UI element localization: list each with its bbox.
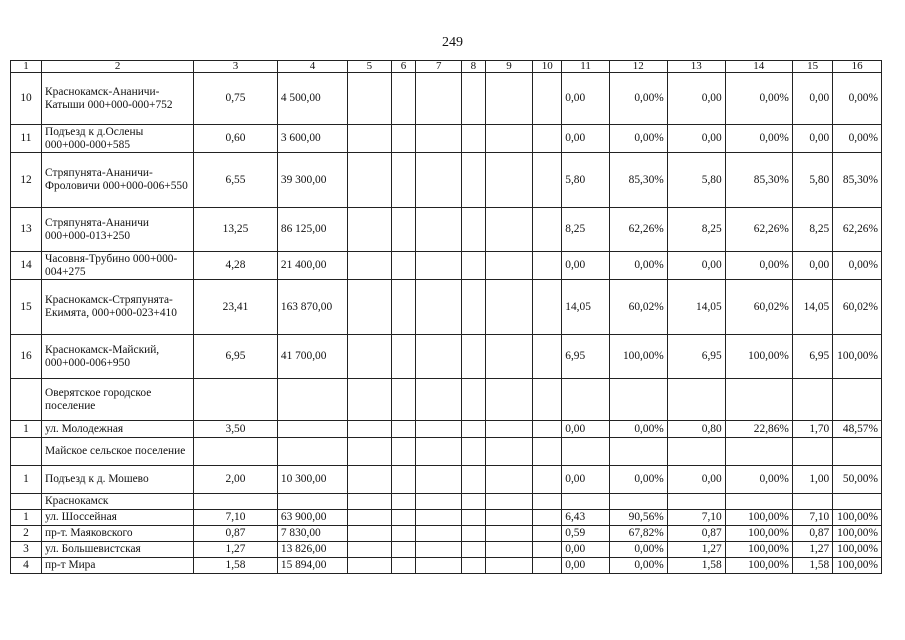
value-cell: 0,00 — [562, 466, 610, 494]
value-cell — [485, 542, 533, 558]
road-name-cell: Краснокамск — [42, 494, 194, 510]
column-header: 2 — [42, 61, 194, 73]
value-cell: 21 400,00 — [277, 252, 347, 280]
value-cell: 100,00% — [725, 558, 792, 574]
value-cell — [461, 280, 485, 335]
road-name-cell: Краснокамск-Майский, 000+000-006+950 — [42, 335, 194, 379]
table-row — [11, 153, 882, 208]
value-cell — [348, 558, 391, 574]
value-cell — [416, 252, 462, 280]
column-header: 14 — [725, 61, 792, 73]
value-cell — [391, 542, 416, 558]
column-header: 13 — [667, 61, 725, 73]
value-cell: 6,95 — [194, 335, 278, 379]
value-cell — [348, 510, 391, 526]
value-cell — [391, 421, 416, 438]
table-row — [11, 438, 882, 466]
value-cell: 6,43 — [562, 510, 610, 526]
value-cell: 14,05 — [792, 280, 832, 335]
value-cell: 1,27 — [194, 542, 278, 558]
value-cell — [461, 153, 485, 208]
value-cell — [194, 438, 278, 466]
table-row — [11, 542, 882, 558]
value-cell: 10 300,00 — [277, 466, 347, 494]
value-cell: 100,00% — [609, 335, 667, 379]
value-cell: 0,00 — [792, 125, 832, 153]
value-cell — [792, 438, 832, 466]
value-cell: 86 125,00 — [277, 208, 347, 252]
value-cell — [485, 558, 533, 574]
value-cell: 13,25 — [194, 208, 278, 252]
value-cell: 0,87 — [792, 526, 832, 542]
road-name-cell: Краснокамск-Стряпунята-Екимята, 000+000-023+410 — [42, 280, 194, 335]
road-name-cell: Стряпунята-Ананичи-Фроловичи 000+000-006+550 — [42, 153, 194, 208]
road-name-cell: ул. Большевистская — [42, 542, 194, 558]
value-cell: 6,95 — [562, 335, 610, 379]
road-name-cell: пр-т Мира — [42, 558, 194, 574]
column-header: 9 — [485, 61, 533, 73]
value-cell — [562, 438, 610, 466]
value-cell: 0,00 — [667, 125, 725, 153]
value-cell: 5,80 — [667, 153, 725, 208]
value-cell: 14,05 — [667, 280, 725, 335]
value-cell — [485, 73, 533, 125]
value-cell — [194, 379, 278, 421]
value-cell — [725, 379, 792, 421]
value-cell — [416, 558, 462, 574]
value-cell — [609, 438, 667, 466]
value-cell — [792, 494, 832, 510]
value-cell — [391, 208, 416, 252]
value-cell — [792, 379, 832, 421]
value-cell: 0,00% — [725, 466, 792, 494]
column-header: 3 — [194, 61, 278, 73]
value-cell: 0,00% — [725, 252, 792, 280]
value-cell: 85,30% — [609, 153, 667, 208]
row-number-cell — [11, 438, 42, 466]
value-cell — [416, 421, 462, 438]
value-cell: 1,00 — [792, 466, 832, 494]
value-cell: 0,00% — [609, 558, 667, 574]
value-cell — [461, 438, 485, 466]
value-cell: 67,82% — [609, 526, 667, 542]
value-cell: 60,02% — [725, 280, 792, 335]
value-cell — [667, 379, 725, 421]
value-cell: 90,56% — [609, 510, 667, 526]
value-cell: 0,00 — [562, 421, 610, 438]
value-cell — [391, 153, 416, 208]
value-cell: 0,00% — [609, 73, 667, 125]
value-cell: 0,00% — [609, 252, 667, 280]
value-cell — [485, 335, 533, 379]
value-cell — [461, 421, 485, 438]
table-row — [11, 526, 882, 542]
value-cell: 0,80 — [667, 421, 725, 438]
value-cell — [391, 125, 416, 153]
table-row — [11, 125, 882, 153]
value-cell — [461, 379, 485, 421]
table-row — [11, 280, 882, 335]
value-cell: 62,26% — [609, 208, 667, 252]
value-cell — [416, 466, 462, 494]
value-cell — [485, 526, 533, 542]
value-cell — [533, 379, 562, 421]
value-cell — [833, 379, 882, 421]
road-name-cell: ул. Шоссейная — [42, 510, 194, 526]
value-cell: 4,28 — [194, 252, 278, 280]
row-number-cell — [11, 494, 42, 510]
row-number-cell: 10 — [11, 73, 42, 125]
value-cell — [391, 335, 416, 379]
value-cell — [416, 280, 462, 335]
value-cell — [461, 335, 485, 379]
value-cell — [416, 542, 462, 558]
value-cell: 13 826,00 — [277, 542, 347, 558]
value-cell: 63 900,00 — [277, 510, 347, 526]
column-header: 6 — [391, 61, 416, 73]
value-cell: 100,00% — [725, 526, 792, 542]
value-cell: 1,70 — [792, 421, 832, 438]
table-row — [11, 494, 882, 510]
column-header: 5 — [348, 61, 391, 73]
value-cell: 100,00% — [833, 542, 882, 558]
table-row — [11, 558, 882, 574]
value-cell — [348, 252, 391, 280]
value-cell: 7,10 — [194, 510, 278, 526]
value-cell: 3 600,00 — [277, 125, 347, 153]
value-cell: 0,00 — [667, 73, 725, 125]
value-cell — [391, 494, 416, 510]
value-cell: 0,00% — [833, 252, 882, 280]
value-cell: 0,00% — [725, 125, 792, 153]
road-name-cell: Краснокамск-Ананичи-Катыши 000+000-000+752 — [42, 73, 194, 125]
value-cell — [461, 208, 485, 252]
row-number-cell: 1 — [11, 421, 42, 438]
column-header: 1 — [11, 61, 42, 73]
value-cell — [833, 494, 882, 510]
row-number-cell: 14 — [11, 252, 42, 280]
value-cell: 7,10 — [667, 510, 725, 526]
value-cell — [348, 208, 391, 252]
value-cell: 0,87 — [194, 526, 278, 542]
value-cell: 3,50 — [194, 421, 278, 438]
value-cell: 14,05 — [562, 280, 610, 335]
value-cell — [461, 558, 485, 574]
value-cell: 39 300,00 — [277, 153, 347, 208]
value-cell — [562, 494, 610, 510]
value-cell: 8,25 — [792, 208, 832, 252]
value-cell — [391, 466, 416, 494]
column-header: 4 — [277, 61, 347, 73]
column-header: 8 — [461, 61, 485, 73]
value-cell: 0,00 — [562, 558, 610, 574]
value-cell — [348, 542, 391, 558]
table-row — [11, 208, 882, 252]
value-cell — [391, 379, 416, 421]
value-cell — [485, 438, 533, 466]
value-cell: 0,00 — [667, 252, 725, 280]
road-name-cell: Часовня-Трубино 000+000-004+275 — [42, 252, 194, 280]
value-cell: 50,00% — [833, 466, 882, 494]
value-cell — [533, 526, 562, 542]
value-cell — [533, 73, 562, 125]
value-cell: 0,00 — [792, 73, 832, 125]
value-cell: 4 500,00 — [277, 73, 347, 125]
road-name-cell: ул. Молодежная — [42, 421, 194, 438]
value-cell — [391, 558, 416, 574]
value-cell — [391, 510, 416, 526]
value-cell: 62,26% — [833, 208, 882, 252]
value-cell: 0,59 — [562, 526, 610, 542]
value-cell: 15 894,00 — [277, 558, 347, 574]
table-row — [11, 421, 882, 438]
value-cell: 100,00% — [725, 542, 792, 558]
value-cell: 100,00% — [833, 335, 882, 379]
value-cell: 0,00 — [667, 466, 725, 494]
value-cell: 2,00 — [194, 466, 278, 494]
row-number-cell: 16 — [11, 335, 42, 379]
value-cell: 8,25 — [667, 208, 725, 252]
value-cell: 0,00 — [562, 542, 610, 558]
value-cell: 85,30% — [725, 153, 792, 208]
value-cell — [533, 280, 562, 335]
value-cell — [416, 73, 462, 125]
value-cell — [533, 542, 562, 558]
road-name-cell: Стряпунята-Ананичи 000+000-013+250 — [42, 208, 194, 252]
value-cell — [485, 379, 533, 421]
value-cell — [416, 494, 462, 510]
value-cell: 0,00 — [792, 252, 832, 280]
road-name-cell: Майское сельское поселение — [42, 438, 194, 466]
value-cell — [416, 379, 462, 421]
value-cell — [485, 466, 533, 494]
value-cell: 41 700,00 — [277, 335, 347, 379]
value-cell — [533, 153, 562, 208]
value-cell — [461, 73, 485, 125]
value-cell: 0,00 — [562, 73, 610, 125]
column-header: 16 — [833, 61, 882, 73]
row-number-cell: 4 — [11, 558, 42, 574]
value-cell — [348, 526, 391, 542]
value-cell: 85,30% — [833, 153, 882, 208]
value-cell — [391, 73, 416, 125]
value-cell — [461, 125, 485, 153]
value-cell: 7,10 — [792, 510, 832, 526]
value-cell — [485, 252, 533, 280]
value-cell — [348, 421, 391, 438]
table-row — [11, 466, 882, 494]
value-cell: 5,80 — [562, 153, 610, 208]
value-cell — [609, 494, 667, 510]
value-cell — [391, 280, 416, 335]
column-header: 11 — [562, 61, 610, 73]
value-cell — [609, 379, 667, 421]
row-number-cell: 12 — [11, 153, 42, 208]
value-cell: 0,00% — [833, 125, 882, 153]
value-cell — [533, 125, 562, 153]
row-number-cell: 2 — [11, 526, 42, 542]
value-cell — [533, 494, 562, 510]
value-cell — [416, 510, 462, 526]
value-cell — [485, 510, 533, 526]
value-cell: 6,55 — [194, 153, 278, 208]
value-cell — [391, 526, 416, 542]
value-cell — [348, 125, 391, 153]
table-row — [11, 73, 882, 125]
value-cell — [533, 252, 562, 280]
value-cell: 1,58 — [792, 558, 832, 574]
value-cell — [485, 153, 533, 208]
data-table — [10, 60, 882, 574]
value-cell — [348, 335, 391, 379]
page-number: 249 — [442, 35, 463, 50]
table-row — [11, 335, 882, 379]
row-number-cell: 15 — [11, 280, 42, 335]
value-cell: 100,00% — [833, 558, 882, 574]
value-cell — [416, 526, 462, 542]
value-cell — [461, 510, 485, 526]
road-name-cell: Подъезд к д. Мошево — [42, 466, 194, 494]
value-cell: 6,95 — [792, 335, 832, 379]
value-cell: 48,57% — [833, 421, 882, 438]
value-cell — [461, 252, 485, 280]
column-header: 7 — [416, 61, 462, 73]
value-cell — [391, 438, 416, 466]
value-cell: 6,95 — [667, 335, 725, 379]
value-cell — [461, 466, 485, 494]
column-header: 10 — [533, 61, 562, 73]
column-header: 12 — [609, 61, 667, 73]
value-cell — [348, 73, 391, 125]
row-number-cell: 1 — [11, 466, 42, 494]
row-number-cell: 13 — [11, 208, 42, 252]
value-cell — [461, 542, 485, 558]
row-number-cell: 11 — [11, 125, 42, 153]
value-cell: 22,86% — [725, 421, 792, 438]
value-cell: 163 870,00 — [277, 280, 347, 335]
value-cell — [533, 208, 562, 252]
value-cell: 100,00% — [833, 526, 882, 542]
value-cell — [533, 558, 562, 574]
value-cell — [348, 494, 391, 510]
value-cell — [833, 438, 882, 466]
value-cell — [562, 379, 610, 421]
value-cell: 62,26% — [725, 208, 792, 252]
value-cell: 0,00 — [562, 125, 610, 153]
value-cell — [348, 438, 391, 466]
value-cell — [277, 379, 347, 421]
table-header-row — [11, 61, 882, 73]
road-name-cell: пр-т. Маяковского — [42, 526, 194, 542]
road-name-cell: Оверятское городское поселение — [42, 379, 194, 421]
value-cell: 0,00% — [725, 73, 792, 125]
value-cell — [485, 208, 533, 252]
value-cell: 0,75 — [194, 73, 278, 125]
value-cell — [461, 494, 485, 510]
value-cell: 1,27 — [667, 542, 725, 558]
table-row — [11, 252, 882, 280]
value-cell: 100,00% — [725, 510, 792, 526]
value-cell — [485, 280, 533, 335]
value-cell: 0,60 — [194, 125, 278, 153]
value-cell: 5,80 — [792, 153, 832, 208]
value-cell — [667, 494, 725, 510]
value-cell — [416, 438, 462, 466]
value-cell — [485, 494, 533, 510]
value-cell: 0,00% — [609, 421, 667, 438]
value-cell: 60,02% — [833, 280, 882, 335]
value-cell: 100,00% — [833, 510, 882, 526]
value-cell — [416, 125, 462, 153]
column-header: 15 — [792, 61, 832, 73]
value-cell — [277, 421, 347, 438]
value-cell: 1,27 — [792, 542, 832, 558]
value-cell — [533, 466, 562, 494]
table-row — [11, 510, 882, 526]
table-row — [11, 379, 882, 421]
value-cell — [416, 335, 462, 379]
value-cell — [348, 379, 391, 421]
value-cell — [725, 494, 792, 510]
value-cell: 100,00% — [725, 335, 792, 379]
value-cell — [416, 153, 462, 208]
value-cell: 0,00 — [562, 252, 610, 280]
value-cell — [391, 252, 416, 280]
value-cell: 0,00% — [609, 466, 667, 494]
row-number-cell — [11, 379, 42, 421]
value-cell: 0,00% — [609, 125, 667, 153]
value-cell — [277, 438, 347, 466]
value-cell — [348, 153, 391, 208]
value-cell — [348, 280, 391, 335]
value-cell: 60,02% — [609, 280, 667, 335]
row-number-cell: 3 — [11, 542, 42, 558]
value-cell — [485, 421, 533, 438]
value-cell — [277, 494, 347, 510]
value-cell: 1,58 — [194, 558, 278, 574]
value-cell — [533, 335, 562, 379]
value-cell — [667, 438, 725, 466]
value-cell — [461, 526, 485, 542]
value-cell: 8,25 — [562, 208, 610, 252]
value-cell: 0,87 — [667, 526, 725, 542]
road-name-cell: Подъезд к д.Ослены 000+000-000+585 — [42, 125, 194, 153]
value-cell: 7 830,00 — [277, 526, 347, 542]
value-cell — [416, 208, 462, 252]
value-cell: 0,00% — [833, 73, 882, 125]
row-number-cell: 1 — [11, 510, 42, 526]
value-cell: 0,00% — [609, 542, 667, 558]
value-cell: 23,41 — [194, 280, 278, 335]
value-cell — [485, 125, 533, 153]
value-cell — [725, 438, 792, 466]
value-cell — [194, 494, 278, 510]
value-cell — [348, 466, 391, 494]
value-cell — [533, 438, 562, 466]
value-cell: 1,58 — [667, 558, 725, 574]
value-cell — [533, 421, 562, 438]
value-cell — [533, 510, 562, 526]
